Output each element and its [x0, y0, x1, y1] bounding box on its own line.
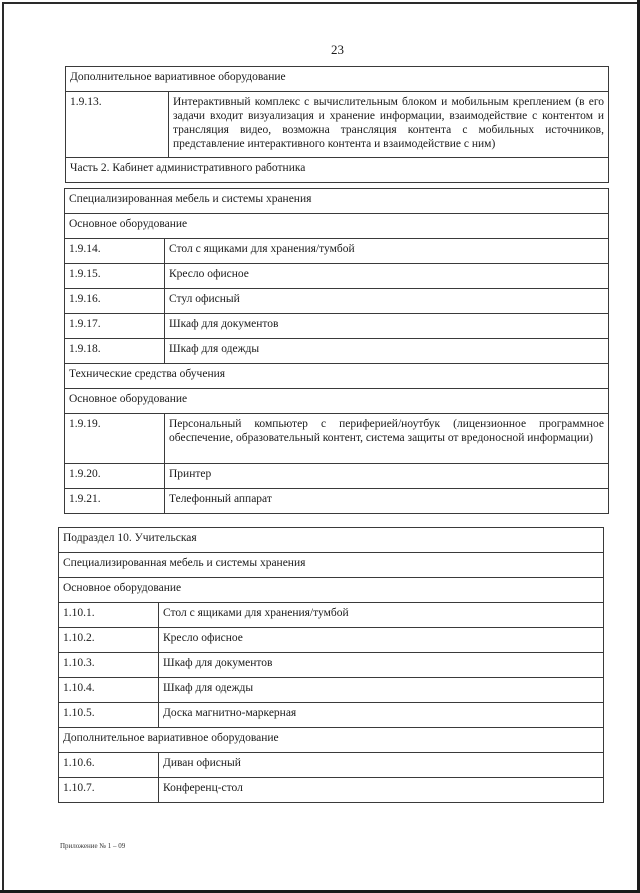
row-text: Стол с ящиками для хранения/тумбой: [165, 239, 609, 264]
row-text: Стул офисный: [165, 289, 609, 314]
row-text: Доска магнитно-маркерная: [159, 703, 604, 728]
row-code: 1.10.5.: [59, 703, 159, 728]
section-heading: Дополнительное вариативное оборудование: [66, 67, 609, 92]
row-text: Персональный компьютер с периферией/ноутбук (лицензионное программное обеспечение, образовательный контент, система защиты от вредоносной информации): [165, 414, 609, 464]
table-block-1: [65, 66, 609, 183]
row-text: Конференц-стол: [159, 778, 604, 803]
section-heading: Технические средства обучения: [65, 364, 609, 389]
row-code: 1.9.18.: [65, 339, 165, 364]
row-text: Телефонный аппарат: [165, 489, 609, 514]
subsection-title: Подраздел 10. Учительская: [59, 528, 604, 553]
row-text: Принтер: [165, 464, 609, 489]
row-code: 1.9.19.: [65, 414, 165, 464]
section-heading: Дополнительное вариативное оборудование: [59, 728, 604, 753]
row-text: Стол с ящиками для хранения/тумбой: [159, 603, 604, 628]
subsection-heading: Основное оборудование: [59, 578, 604, 603]
row-code: 1.9.20.: [65, 464, 165, 489]
row-text: Шкаф для одежды: [159, 678, 604, 703]
row-code: 1.10.6.: [59, 753, 159, 778]
row-code: 1.9.21.: [65, 489, 165, 514]
row-code: 1.10.2.: [59, 628, 159, 653]
row-text: Кресло офисное: [165, 264, 609, 289]
row-code: 1.10.3.: [59, 653, 159, 678]
row-code: 1.10.1.: [59, 603, 159, 628]
row-code: 1.9.16.: [65, 289, 165, 314]
row-text: Кресло офисное: [159, 628, 604, 653]
subsection-heading: Основное оборудование: [65, 214, 609, 239]
row-code: 1.9.14.: [65, 239, 165, 264]
row-code: 1.9.15.: [65, 264, 165, 289]
table-block-3: [58, 527, 604, 803]
part-heading: Часть 2. Кабинет административного работника: [66, 158, 609, 183]
footer-note: Приложение № 1 – 09: [60, 842, 126, 850]
row-code: 1.10.7.: [59, 778, 159, 803]
row-code: 1.10.4.: [59, 678, 159, 703]
row-text: Шкаф для документов: [165, 314, 609, 339]
table-block-2: [64, 188, 609, 514]
section-heading: Специализированная мебель и системы хранения: [65, 189, 609, 214]
row-text: Диван офисный: [159, 753, 604, 778]
row-code: 1.9.13.: [66, 92, 169, 158]
row-text: Интерактивный комплекс с вычислительным блоком и мобильным креплением (в его задачи входит визуализация и хранение информации, взаимодействие с контентом и трансляция видео, возможна трансляция контента с мобильных источников, представление интерактивного контента и взаимодействие с ним): [169, 92, 609, 158]
subsection-heading: Основное оборудование: [65, 389, 609, 414]
row-text: Шкаф для документов: [159, 653, 604, 678]
page-number: 23: [331, 42, 344, 57]
section-heading: Специализированная мебель и системы хранения: [59, 553, 604, 578]
row-text: Шкаф для одежды: [165, 339, 609, 364]
row-code: 1.9.17.: [65, 314, 165, 339]
